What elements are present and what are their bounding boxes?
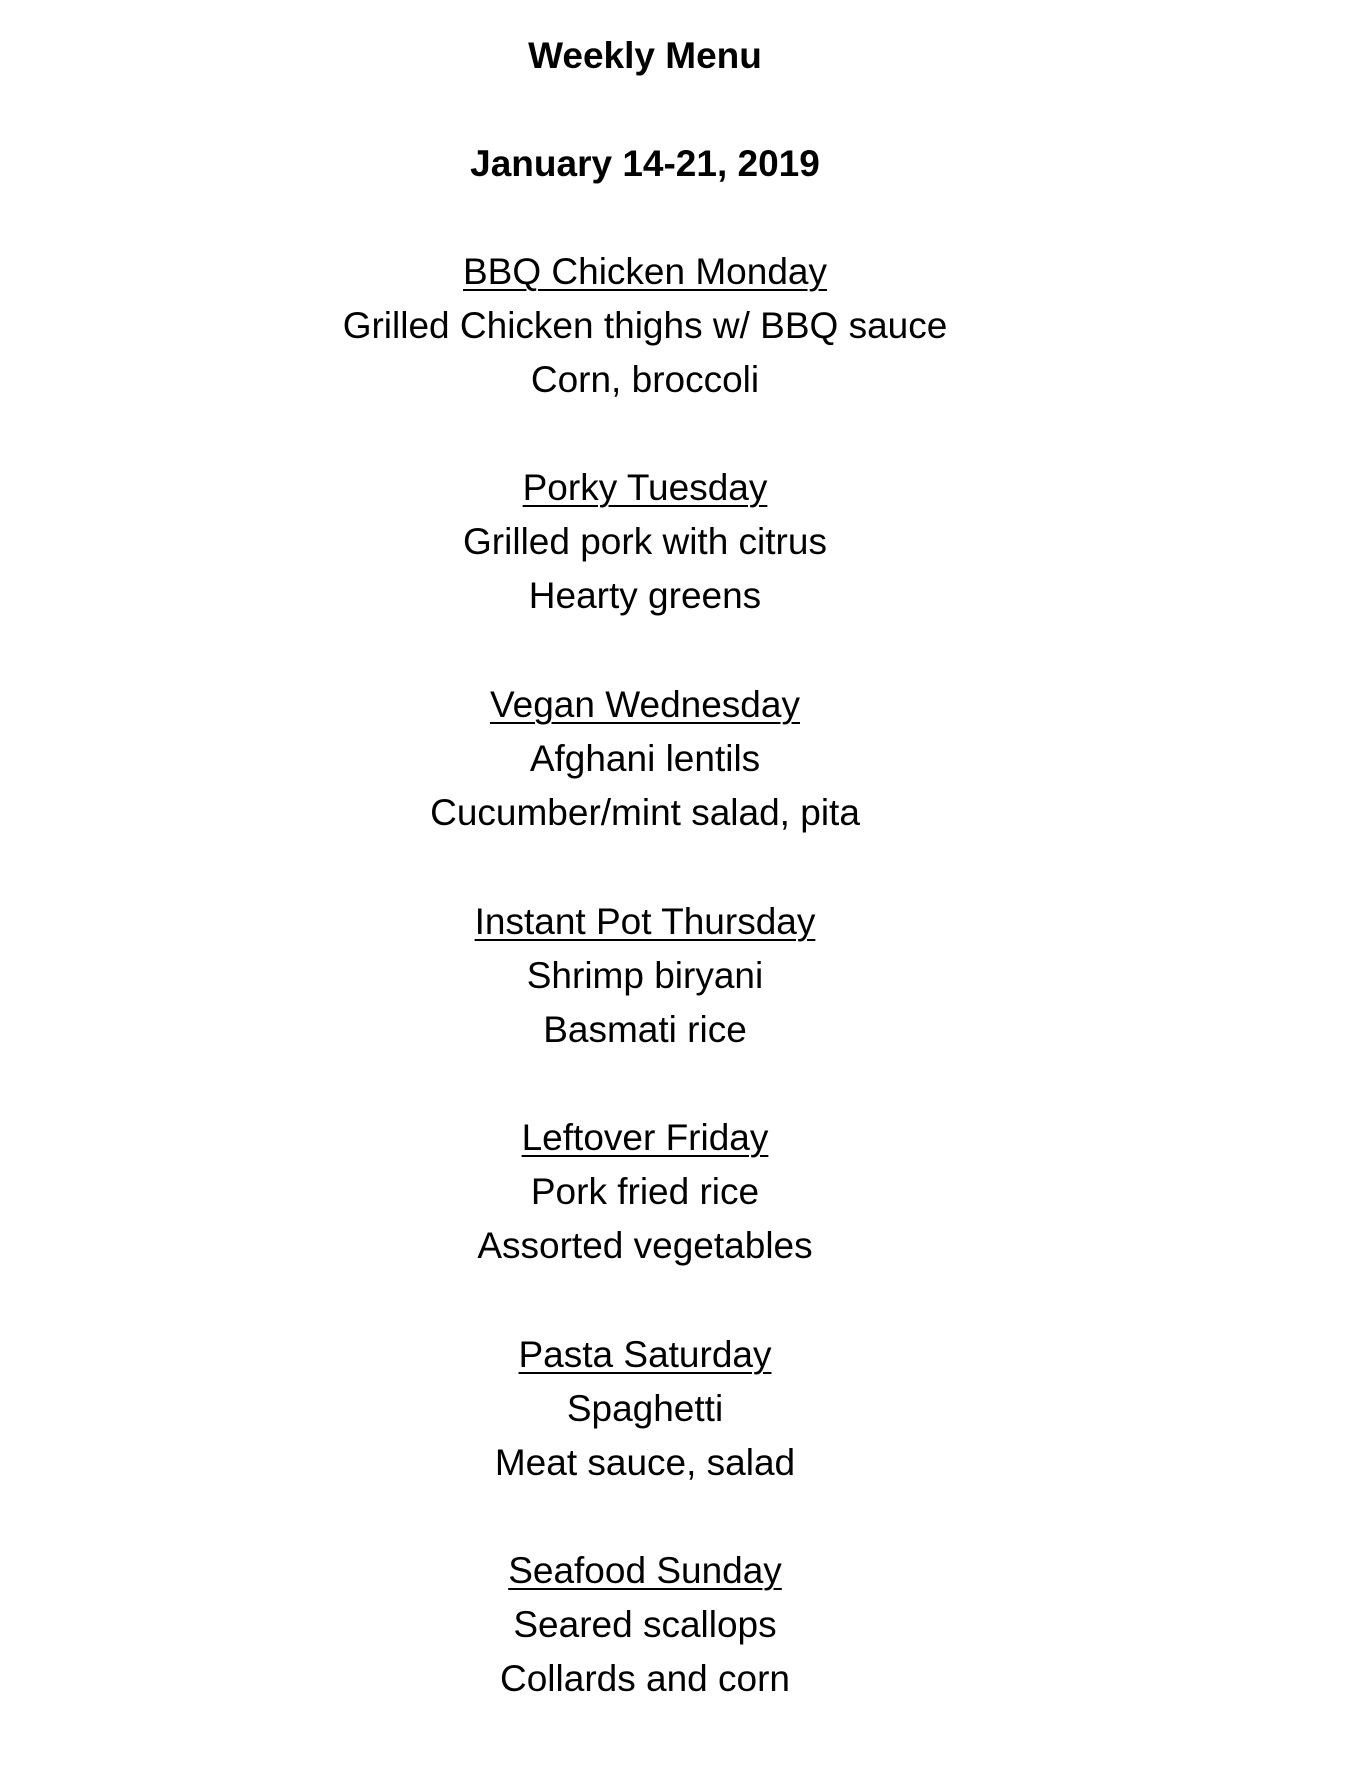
day-tuesday: [0, 461, 1290, 623]
day-saturday-line2: Meat sauce, salad: [494, 1442, 796, 1483]
day-heading-tuesday: Porky Tuesday: [522, 467, 768, 508]
day-friday-line1: Pork fried rice: [530, 1171, 760, 1212]
day-sunday: [0, 1544, 1290, 1706]
day-heading-saturday: Pasta Saturday: [518, 1334, 772, 1375]
day-wednesday-line2: Cucumber/mint salad, pita: [430, 792, 860, 833]
day-heading-sunday: Seafood Sunday: [508, 1550, 782, 1591]
day-tuesday-line2: Hearty greens: [528, 575, 762, 616]
day-monday-line1: Grilled Chicken thighs w/ BBQ sauce: [342, 305, 948, 346]
day-monday: [0, 245, 1290, 407]
day-heading-monday: BBQ Chicken Monday: [462, 251, 827, 292]
day-tuesday-line1: Grilled pork with citrus: [463, 521, 827, 562]
day-heading-wednesday: Vegan Wednesday: [490, 684, 800, 725]
day-monday-line2: Corn, broccoli: [530, 359, 760, 400]
day-wednesday-line1: Afghani lentils: [529, 738, 761, 779]
day-wednesday: [0, 678, 1290, 840]
day-sunday-line2: Collards and corn: [500, 1658, 790, 1699]
day-thursday: [0, 895, 1290, 1057]
day-friday-line2: Assorted vegetables: [477, 1225, 813, 1266]
day-saturday-line1: Spaghetti: [566, 1388, 724, 1429]
day-thursday-line1: Shrimp biryani: [526, 955, 764, 996]
day-friday: [0, 1111, 1290, 1273]
day-heading-thursday: Instant Pot Thursday: [474, 901, 816, 942]
menu-title: Weekly Menu: [528, 35, 762, 76]
day-thursday-line2: Basmati rice: [543, 1009, 747, 1050]
day-heading-friday: Leftover Friday: [521, 1117, 769, 1158]
day-sunday-line1: Seared scallops: [513, 1604, 777, 1645]
day-saturday: [0, 1328, 1290, 1490]
menu-date-range: January 14-21, 2019: [470, 143, 820, 184]
